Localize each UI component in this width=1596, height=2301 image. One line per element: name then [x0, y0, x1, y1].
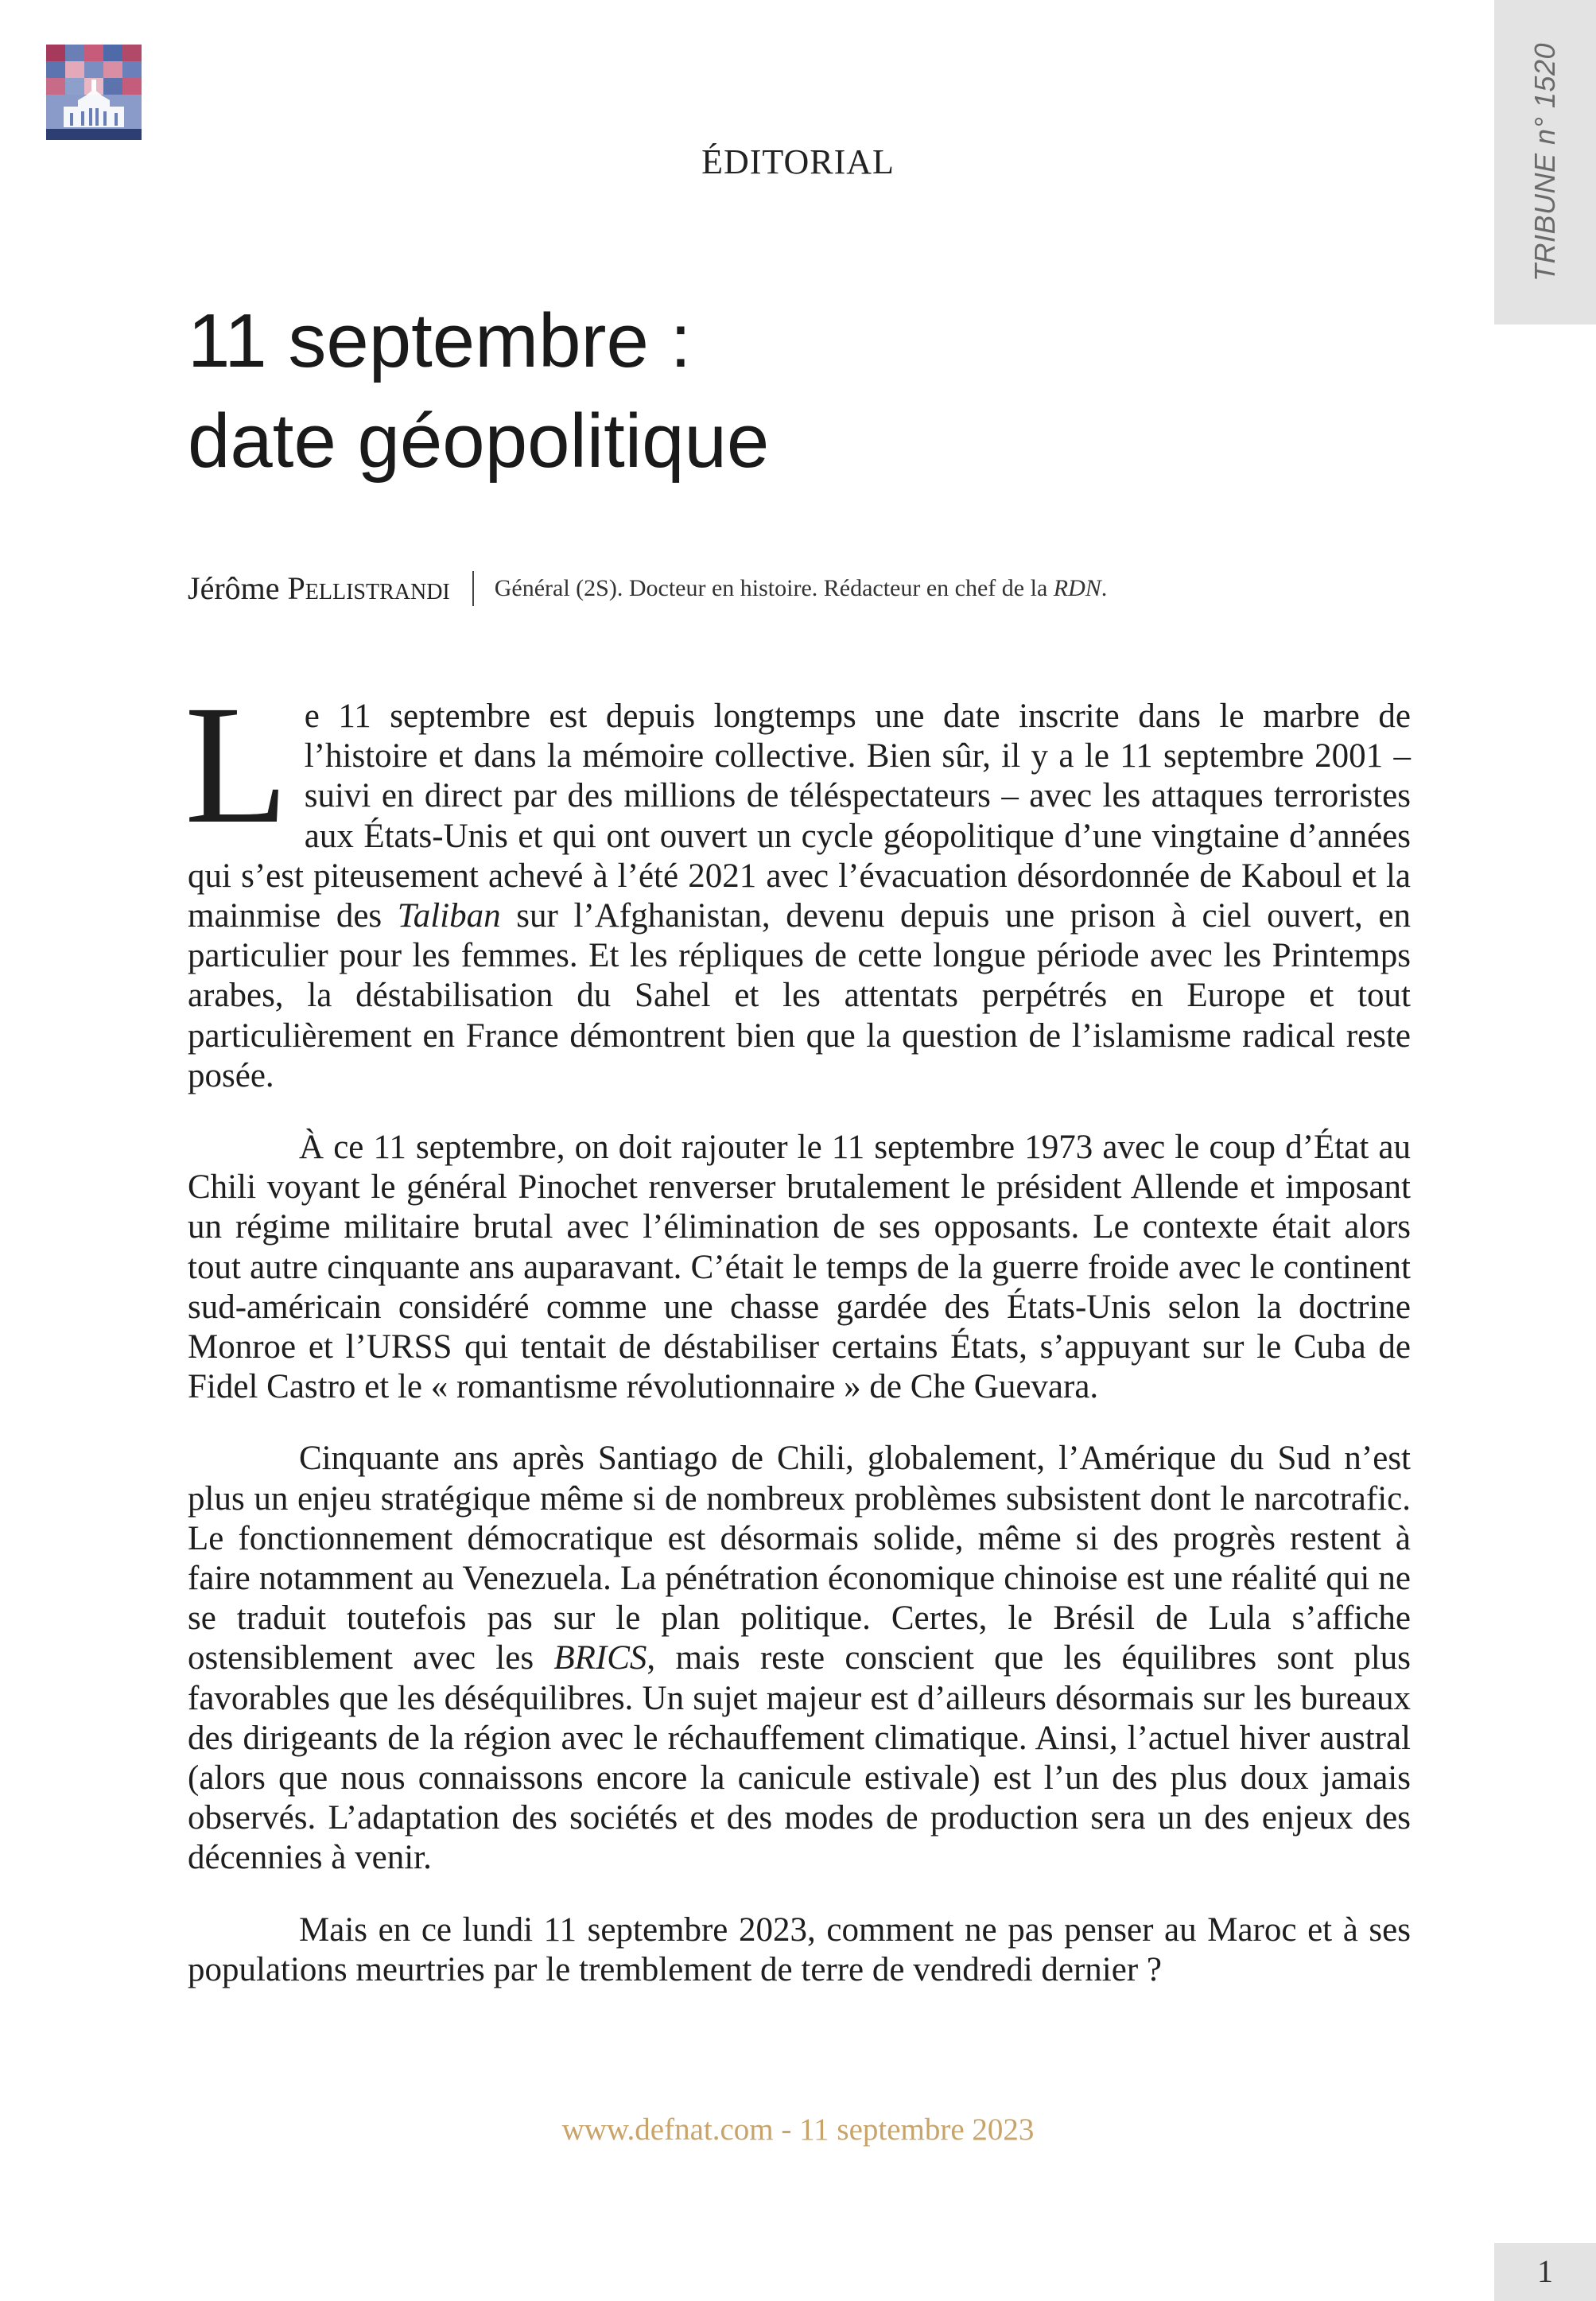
paragraph-1-text-a: e 11 septembre est depuis longtemps une date inscrite dans le marbre de l’histoire et dans la mémoire collective. Bien sûr, il y a le 11 septembre 2001 – suivi en direct par des millions de téléspectateurs – avec les attaques terroristes aux États-Unis et qui ont ouvert un cycle géopolitique d’une vingtaine d’années qui s’est piteusement achevé à l’été 2021 avec l’évacuation désordonnée de Kaboul et la mainmise des: [188, 698, 1411, 935]
tribune-number-label: TRIBUNE n° 1520: [1528, 42, 1561, 282]
page-number: 1: [1537, 2253, 1553, 2289]
section-rubric: ÉDITORIAL: [701, 142, 895, 181]
paragraph-1-italic: Taliban: [397, 897, 501, 935]
paragraph-2: À ce 11 septembre, on doit rajouter le 11 septembre 1973 avec le coup d’État au Chili voyant le général Pinochet renverser brutalement le président Allende et imposant un régime militaire brutal avec l’élimination de ses opposants. Le contexte était alors tout autre cinquante ans auparavant. C’était le temps de la guerre froide avec le continent sud-américain considéré comme une chasse gardée des États-Unis selon la doctrine Monroe et l’URSS qui tentait de déstabiliser certains États, s’appuyant sur le Cuba de Fidel Castro et le « romantisme révolutionnaire » de Che Guevara.: [188, 1129, 1411, 1406]
article-title-line-1: 11 septembre :: [188, 298, 692, 383]
logo-emblem-icon: [46, 45, 142, 140]
article-title-line-2: date géopolitique: [188, 398, 770, 484]
author-bio-suffix: .: [1101, 574, 1108, 601]
paragraph-3-text-a: Cinquante ans après Santiago de Chili, globalement, l’Amérique du Sud n’est plus un enjeu stratégique même si de nombreux problèmes subsistent dont le narcotrafic. Le fonctionnement démocratique est désormais solide, même si des progrès restent à faire notamment au Venezuela. La pénétration économique chinoise est une réalité qui ne se traduit toutefois pas sur le plan politique. Certes, le Brésil de Lula s’affiche ostensiblement avec les: [188, 1440, 1411, 1677]
author-last-name: Pellistrandi: [287, 570, 450, 606]
paragraph-3: [188, 1439, 1411, 1878]
paragraph-1: [184, 670, 1411, 1096]
paragraph-4: Mais en ce lundi 11 septembre 2023, comment ne pas penser au Maroc et à ses populations meurtries par le tremblement de terre de vendredi dernier ?: [188, 1910, 1411, 1988]
author-name: [188, 569, 450, 607]
author-bio-text: Général (2S). Docteur en histoire. Rédacteur en chef de la: [494, 574, 1048, 601]
author-bio-journal: RDN: [1053, 574, 1101, 601]
paragraph-3-text-b: , mais reste conscient que les équilibres sont plus favorables que les déséquilibres. Un sujet majeur est d’ailleurs désormais sur les bureaux des dirigeants de la région avec le réchauffement climatique. Ainsi, l’actuel hiver austral (alors que nous connaissons encore la canicule estivale) est l’un des plus doux jamais observés. L’adaptation des sociétés et des modes de production sera un des enjeux des décennies à venir.: [188, 1639, 1412, 1877]
drop-cap: L: [184, 670, 289, 859]
article-body: [184, 670, 1412, 2022]
page-number-box: [1494, 2243, 1596, 2301]
byline-separator: [472, 571, 474, 606]
footer-url-date: www.defnat.com - 11 septembre 2023: [561, 2112, 1035, 2147]
author-first-name: Jérôme: [188, 570, 280, 606]
article-title: [188, 291, 1301, 492]
paragraph-3-italic: BRICS: [553, 1639, 647, 1677]
author-bio: [495, 575, 1108, 602]
ecole-militaire-logo: [46, 45, 142, 140]
paragraph-1-text-b: sur l’Afghanistan, devenu depuis une prison à ciel ouvert, en particulier pour les femmes. Et les répliques de cette longue période avec les Printemps arabes, la déstabilisation du Sahel et les attentats perpétrés en Europe et tout particulièrement en France démontrent bien que la question de l’islamisme radical reste posée.: [188, 897, 1411, 1094]
byline: [188, 569, 1412, 607]
